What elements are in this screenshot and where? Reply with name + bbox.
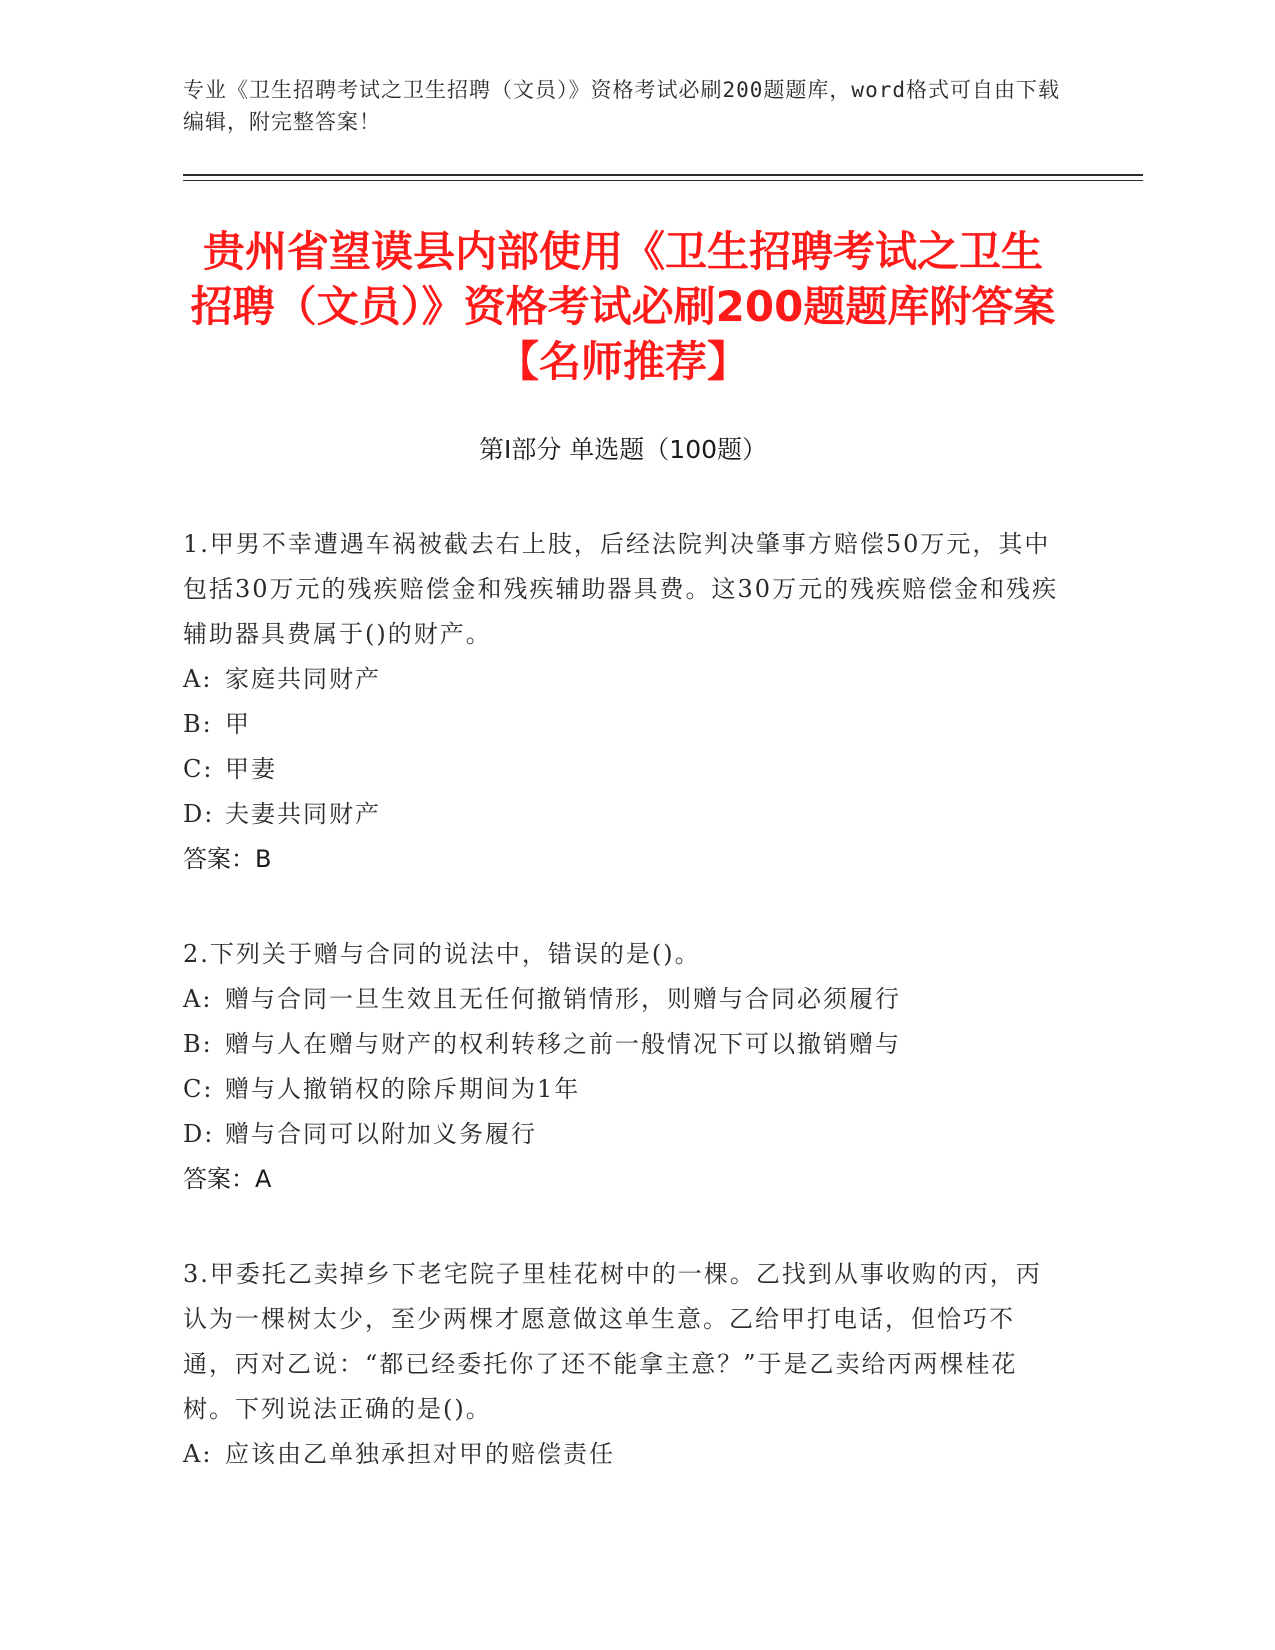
- option-d: [183, 1112, 1063, 1157]
- question-list: [183, 522, 1063, 1527]
- option-b: [183, 702, 1063, 747]
- option-b: [183, 1022, 1063, 1067]
- option-text: 赠与合同可以附加义务履行: [225, 1120, 537, 1148]
- option-key: D:: [183, 800, 215, 828]
- option-key: A:: [183, 1440, 213, 1468]
- option-key: C:: [183, 1075, 214, 1103]
- option-text: 赠与人在赠与财产的权利转移之前一般情况下可以撤销赠与: [225, 1030, 901, 1058]
- option-key: B:: [183, 1030, 213, 1058]
- option-text: 应该由乙单独承担对甲的赔偿责任: [225, 1440, 615, 1468]
- option-key: A:: [183, 985, 213, 1013]
- option-a: [183, 1432, 1063, 1477]
- header-note: 专业《卫生招聘考试之卫生招聘（文员）》资格考试必刷200题题库，word格式可自由下载编辑，附完整答案！: [183, 78, 1060, 134]
- answer-line: 答案：B: [183, 845, 272, 873]
- option-c: [183, 747, 1063, 792]
- question-stem: 2.下列关于赠与合同的说法中，错误的是()。: [183, 940, 701, 968]
- option-text: 家庭共同财产: [225, 665, 381, 693]
- question-item: [183, 932, 1063, 1202]
- option-a: [183, 657, 1063, 702]
- option-c: [183, 1067, 1063, 1112]
- option-key: C:: [183, 755, 214, 783]
- answer-line: 答案：A: [183, 1165, 272, 1193]
- question-stem: 1.甲男不幸遭遇车祸被截去右上肢，后经法院判决肇事方赔偿50万元，其中包括30万元的残疾赔偿金和残疾辅助器具费。这30万元的残疾赔偿金和残疾辅助器具费属于()的财产。: [183, 530, 1059, 648]
- document-title: 贵州省望谟县内部使用《卫生招聘考试之卫生招聘（文员）》资格考试必刷200题题库附答案【名师推荐】: [190, 227, 1056, 386]
- option-key: D:: [183, 1120, 215, 1148]
- option-a: [183, 977, 1063, 1022]
- section-title: 第I部分 单选题（100题）: [478, 435, 768, 464]
- option-text: 赠与合同一旦生效且无任何撤销情形，则赠与合同必须履行: [225, 985, 901, 1013]
- header-divider-thick: [183, 174, 1143, 176]
- question-item: [183, 1252, 1063, 1477]
- option-text: 赠与人撤销权的除斥期间为1年: [225, 1075, 581, 1103]
- option-text: 甲妻: [225, 755, 277, 783]
- option-text: 夫妻共同财产: [225, 800, 381, 828]
- option-key: B:: [183, 710, 213, 738]
- option-d: [183, 792, 1063, 837]
- header-divider-thin: [183, 180, 1143, 181]
- question-item: [183, 522, 1063, 882]
- option-key: A:: [183, 665, 213, 693]
- question-stem: 3.甲委托乙卖掉乡下老宅院子里桂花树中的一棵。乙找到从事收购的丙，丙认为一棵树太少，至少两棵才愿意做这单生意。乙给甲打电话，但恰巧不通，丙对乙说：“都已经委托你了还不能拿主意？”于是乙卖给丙两棵桂花树。下列说法正确的是()。: [183, 1260, 1042, 1423]
- option-text: 甲: [225, 710, 251, 738]
